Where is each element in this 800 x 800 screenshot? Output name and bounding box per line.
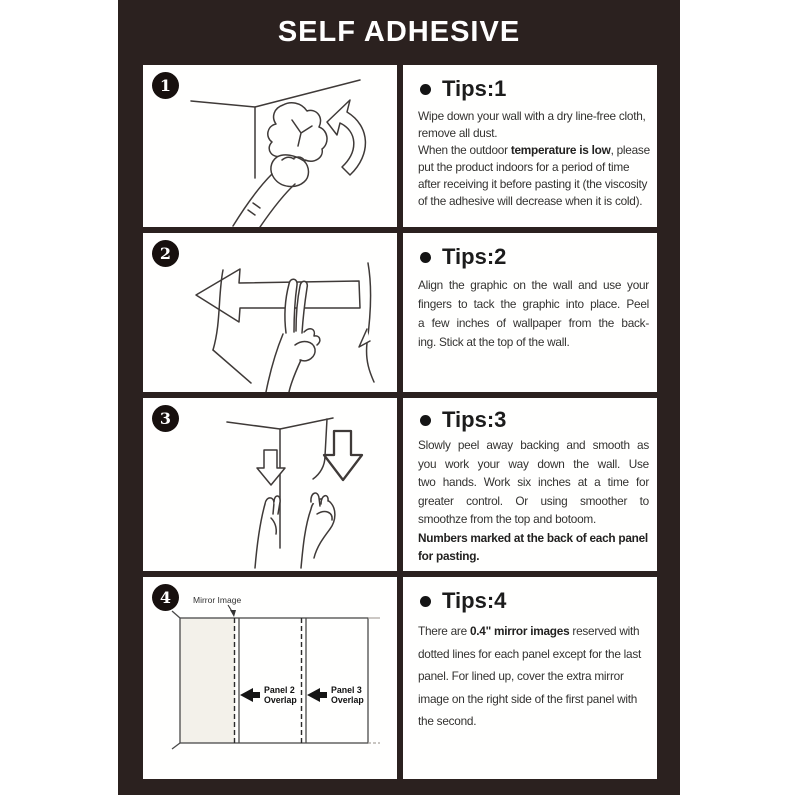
illustration-panel-3 [143, 398, 397, 571]
mirror-image-label: Mirror Image [193, 595, 242, 605]
callout-arrow-head-icon [230, 610, 236, 617]
hand-and-arm [233, 155, 309, 227]
tips-1-title-label: Tips:1 [442, 76, 507, 101]
tips-row-1 [143, 65, 657, 227]
tips-2-title [420, 244, 649, 270]
tips-row-4 [143, 577, 657, 779]
illustration-tack-graphic [143, 233, 397, 392]
illustration-smooth-down [143, 398, 397, 571]
illustration-panel-overlap-diagram [143, 577, 397, 779]
poster [118, 0, 680, 795]
left-hand [255, 496, 280, 568]
first-panel-shaded [180, 618, 235, 743]
left-arrow-icon [240, 688, 260, 702]
tips-2-title-label: Tips:2 [442, 244, 507, 269]
tips-3-title-label: Tips:3 [442, 407, 507, 432]
bullet-icon [420, 84, 431, 95]
bullet-icon [420, 596, 431, 607]
panel-3-overlap-callout [307, 685, 364, 705]
wallpaper-strip [280, 419, 327, 548]
bullet-icon [420, 252, 431, 263]
corner-ticks [172, 611, 180, 749]
step-3-badge: 3 [152, 405, 179, 432]
panel-2-overlap-callout [240, 685, 297, 705]
panel-3-label: Panel 3 [331, 685, 362, 695]
poster-header [118, 0, 680, 65]
illustration-panel-1 [143, 65, 397, 227]
panel-layout-diagram [172, 611, 380, 749]
bullet-icon [420, 415, 431, 426]
step-4-badge: 4 [152, 584, 179, 611]
poster-title: SELF ADHESIVE [277, 16, 521, 48]
tips-panel-3 [403, 398, 657, 571]
illustration-panel-2 [143, 233, 397, 392]
large-down-arrow-icon [324, 431, 362, 480]
tips-3-body: Slowly peel away backing and smooth as you work your way down the wall. Use two hands. Work six inches at a time for greater control. Or using smoother to smoothze from the top and botoom. Numbers marked at the back of each panel for pasting. [418, 438, 649, 563]
panel-3-overlap-label: Overlap [331, 695, 364, 705]
tips-panel-2 [403, 233, 657, 392]
panel-2-label: Panel 2 [264, 685, 295, 695]
mirror-image-callout [193, 595, 241, 617]
tips-panel-1 [403, 65, 657, 227]
tips-rows [143, 65, 657, 779]
step-2-badge: 2 [152, 240, 179, 267]
tips-4-title [420, 588, 649, 614]
step-1-badge: 1 [152, 72, 179, 99]
curved-arrow-icon [327, 100, 365, 175]
tips-1-body: Wipe down your wall with a dry line-free cloth, remove all dust. When the outdoor temperature is low, please put the product indoors for a period of time after receiving it before pasting it (the viscosity of the adhesive will decrease when it is cold). [418, 109, 650, 208]
tips-row-3 [143, 398, 657, 571]
tips-3-title [420, 407, 649, 433]
cloth [268, 103, 327, 164]
tips-2-body: Align the graphic on the wall and use your fingers to tack the graphic into place. Peel a few inches of wallpaper from the back- ing. Stick at the top of the wall. [418, 278, 649, 349]
illustration-panel-4 [143, 577, 397, 779]
tips-4-body: There are 0.4" mirror images reserved with dotted lines for each panel except for the last panel. For lined up, cover the extra mirror image on the right side of the first panel with the second. [418, 624, 642, 728]
panel-2-overlap-label: Overlap [264, 695, 297, 705]
tips-1-title [420, 76, 649, 102]
tips-row-2 [143, 233, 657, 392]
tips-4-title-label: Tips:4 [442, 588, 507, 613]
ceiling-corner-lines [227, 418, 333, 429]
tips-panel-4 [403, 577, 657, 779]
right-hand [301, 493, 335, 568]
small-down-arrow-icon [257, 450, 285, 485]
illustration-wipe-wall [143, 65, 397, 227]
left-arrow-icon [307, 688, 327, 702]
